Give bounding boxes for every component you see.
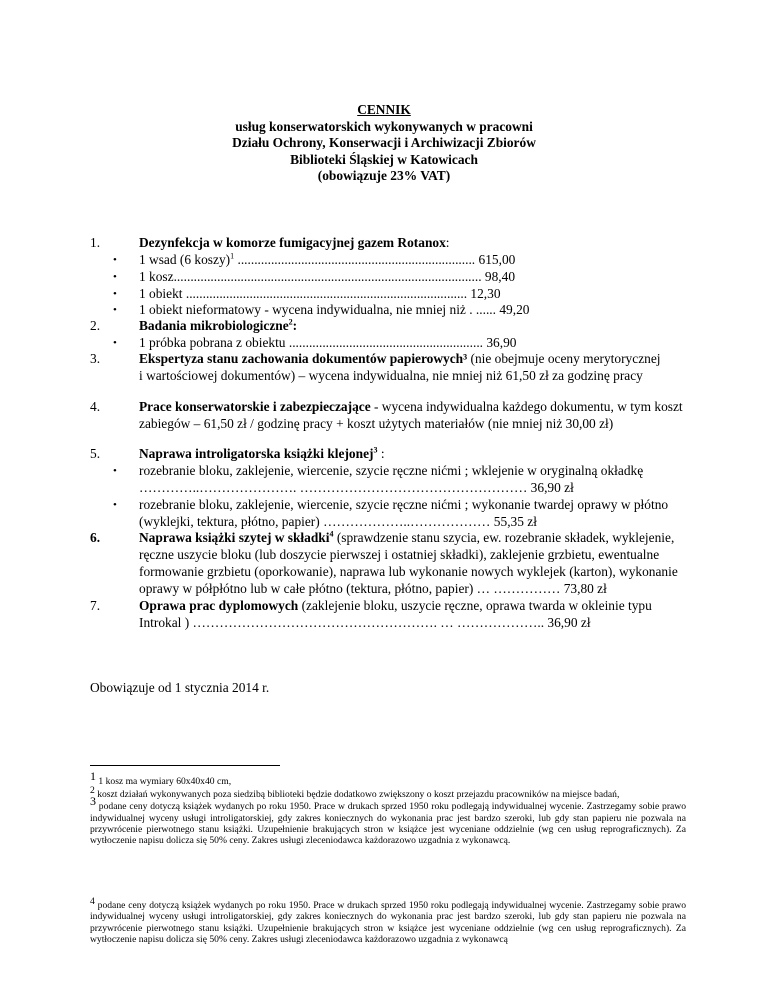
item-4-title: Prace konserwatorskie i zabezpieczające bbox=[139, 399, 371, 414]
item-2-number: 2. bbox=[90, 318, 101, 333]
bullet-icon: • bbox=[113, 337, 117, 349]
footnote-4-text: podane ceny dotyczą książek wydanych po roku 1950. Prace w drukach sprzed 1950 roku podlegają indywidualnej wycenie. Zastrzegamy sobie prawo indywidualnej wyceny usługi introligatorskiej, gdy zakres koniecznych do wykonania prac jest bardzo szeroki, lub gdy stan papieru nie pozwala na przywrócenie pierwotnego stanu książki. Uzupełnienie brakujących stron w książce jest wyceniane oddzielnie (wg cen usług reprograficznych). Za wytłoczenie napisu dolicza się 50% ceny. Zakres usługi zleceniodawca każdorazowo uzgadnia z wykonawcą bbox=[90, 900, 686, 946]
item-7-title: Oprawa prac dyplomowych bbox=[139, 598, 299, 613]
item-3-line-1 bbox=[139, 351, 661, 368]
item-1-bullet-4: 1 obiekt nieformatowy - wycena indywidualna, nie mniej niż . ...... 49,20 bbox=[139, 302, 530, 317]
item-5-colon: : bbox=[377, 446, 385, 461]
item-1-colon: : bbox=[445, 235, 450, 250]
item-5-title bbox=[139, 446, 385, 463]
item-7-desc: (zaklejenie bloku, uszycie ręczne, oprawa twarda w okleinie typu bbox=[298, 598, 652, 613]
item-4-line-1 bbox=[139, 399, 683, 416]
title-line-5: (obowiązuje 23% VAT) bbox=[317, 168, 451, 184]
footnote-ref-1: 1 bbox=[230, 251, 235, 261]
bullet-icon: • bbox=[113, 304, 117, 316]
footnote-1-mark: 1 bbox=[90, 769, 96, 783]
bullet-icon: • bbox=[113, 288, 117, 300]
item-3-line-2: i wartościowej dokumentów) – wycena indywidualna, nie mniej niż 61,50 zł za godzinę pracy bbox=[139, 368, 643, 383]
item-6-desc: (sprawdzenie stanu szycia, ew. rozebranie składek, wyklejenie, bbox=[333, 530, 675, 545]
bullet-icon: • bbox=[113, 465, 117, 477]
item-3-number: 3. bbox=[90, 351, 101, 366]
bullet-icon: • bbox=[113, 499, 117, 511]
item-6-line-1 bbox=[139, 530, 674, 547]
title-cennik: CENNIK bbox=[357, 102, 411, 117]
footnote-ref-3: 3 bbox=[373, 445, 378, 455]
item-5-bullet-2-line-1: rozebranie bloku, zaklejenie, wiercenie, szycie ręczne nićmi ; wykonanie twardej oprawy w płótno bbox=[139, 497, 669, 512]
footnote-1-text: 1 kosz ma wymiary 60x40x40 cm, bbox=[96, 776, 232, 788]
item-6-title: Naprawa książki szytej w składki bbox=[139, 530, 330, 545]
title-line-4: Biblioteki Śląskiej w Katowicach bbox=[290, 151, 478, 167]
item-1-bullet-2: 1 kosz............................................................................................ 98,40 bbox=[139, 269, 516, 284]
item-5-bullet-1-line-1: rozebranie bloku, zaklejenie, wiercenie, szycie ręczne nićmi ; wklejenie w oryginalną okładkę bbox=[139, 463, 644, 478]
footnote-ref-2: 2 bbox=[288, 317, 293, 327]
item-4-desc: - wycena indywidualna każdego dokumentu, w tym koszt bbox=[370, 399, 683, 414]
item-6-line-2: ręczne uszycie bloku (lub doszycie pierwszej i ostatniej składki), zaklejenie grzbietu, ewentualne bbox=[139, 547, 660, 562]
item-4-line-2: zabiegów – 61,50 zł / godzinę pracy + koszt użytych materiałów (nie mniej niż 30,00 zł) bbox=[139, 416, 614, 431]
item-3-title: Ekspertyza stanu zachowania dokumentów papierowych³ bbox=[139, 351, 468, 366]
title-line-3: Działu Ochrony, Konserwacji i Archiwizacji Zbiorów bbox=[232, 135, 536, 151]
item-3-desc: (nie obejmuje oceny merytorycznej bbox=[467, 351, 661, 366]
item-7-line-1 bbox=[139, 598, 652, 615]
item-2-bullet-1: 1 próbka pobrana z obiektu .......................................................... 36,90 bbox=[139, 335, 517, 350]
item-1-bullet-1-price: ....................................................................... 615,00 bbox=[234, 252, 516, 267]
footnote-ref-4: 4 bbox=[329, 529, 334, 539]
footnote-4-mark: 4 bbox=[90, 895, 95, 907]
bullet-icon: • bbox=[113, 271, 117, 283]
footnote-separator bbox=[90, 765, 280, 766]
item-1-title-text: Dezynfekcja w komorze fumigacyjnej gazem Rotanox bbox=[139, 235, 446, 250]
item-4-number: 4. bbox=[90, 399, 101, 414]
title-line-2: usług konserwatorskich wykonywanych w pracowni bbox=[235, 118, 533, 134]
footnote-1 bbox=[90, 769, 686, 788]
item-7-line-2: Introkal ) ………………………………………………. … ……………….. 36,90 zł bbox=[139, 615, 591, 630]
bullet-icon: • bbox=[113, 254, 117, 266]
footnote-3-text: podane ceny dotyczą książek wydanych po roku 1950. Prace w drukach sprzed 1950 roku podlegają indywidualnej wycenie. Zastrzegamy sobie prawo indywidualnej wyceny usługi introligatorskiej, gdy zakres koniecznych do wykonania prac jest bardzo szeroki, lub gdy stan papieru nie pozwala na przywrócenie pierwotnego stanu książki. Uzupełnienie brakujących stron w książce jest wyceniane oddzielnie (wg cen usług reprograficznych). Za wytłoczenie napisu dolicza się 50% ceny. Zakres usługi zleceniodawca każdorazowo uzgadnia z wykonawcą. bbox=[90, 801, 686, 847]
item-6-line-4: oprawy w półpłótno lub w całe płótno (tektura, płótno, papier) … …………… 73,80 zł bbox=[139, 581, 607, 596]
item-1-bullet-1-text: 1 wsad (6 koszy) bbox=[139, 252, 231, 267]
item-1-title bbox=[139, 235, 450, 252]
item-5-bullet-2-line-2: (wyklejki, tektura, płótno, papier) ………………..……………… 55,35 zł bbox=[139, 514, 537, 529]
item-5-number: 5. bbox=[90, 446, 101, 461]
item-2-title-text: Badania mikrobiologiczne bbox=[139, 318, 289, 333]
item-6-line-3: formowanie grzbietu (oporkowanie), naprawa lub wykonanie nowych wyklejek (karton), wykonanie bbox=[139, 564, 678, 579]
item-6-number: 6. bbox=[90, 530, 101, 545]
item-2-colon: : bbox=[292, 318, 298, 333]
item-1-number: 1. bbox=[90, 235, 101, 250]
footnote-4 bbox=[90, 895, 686, 946]
footnote-2-text: koszt działań wykonywanych poza siedzibą biblioteki będzie dodatkowo zwiększony o koszt przejazdu pracowników na miejsce badań, bbox=[94, 789, 620, 800]
item-1-bullet-1 bbox=[139, 252, 515, 269]
effective-date: Obowiązuje od 1 stycznia 2014 r. bbox=[90, 680, 270, 695]
item-7-number: 7. bbox=[90, 598, 101, 613]
item-1-bullet-3: 1 obiekt .................................................................................... 12,30 bbox=[139, 286, 501, 301]
item-5-title-text: Naprawa introligatorska książki klejonej bbox=[139, 446, 374, 461]
document-title bbox=[0, 102, 768, 185]
footnote-2 bbox=[90, 784, 686, 800]
footnote-2-mark: 2 bbox=[90, 784, 95, 796]
item-2-title bbox=[139, 318, 297, 335]
footnote-3-mark: 3 bbox=[90, 794, 96, 808]
item-5-bullet-1-line-2: …………..…………………. …………………………………………… 36,90 zł bbox=[139, 480, 574, 495]
